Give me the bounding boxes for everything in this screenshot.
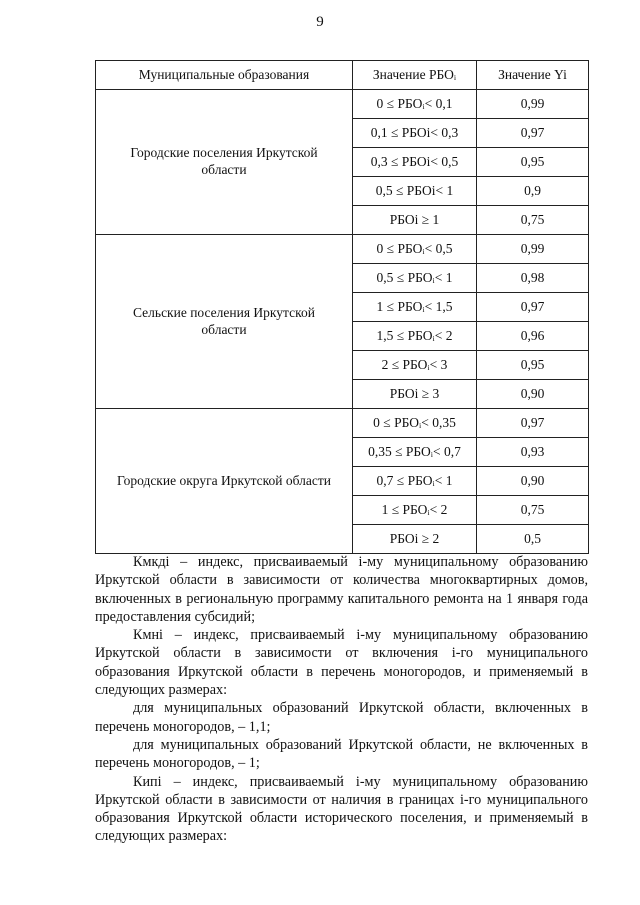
paragraph-mono-excluded: для муниципальных образований Иркутской области, не включенных в перечень моногородов, – 1;	[95, 736, 588, 772]
rbo-range-cell: 0,5 ≤ РБОᵢ< 1	[353, 264, 477, 293]
y-value-cell: 0,97	[477, 409, 589, 438]
y-value-cell: 0,95	[477, 351, 589, 380]
header-y-value: Значение Yi	[477, 61, 589, 90]
y-value-cell: 0,95	[477, 148, 589, 177]
y-value-cell: 0,98	[477, 264, 589, 293]
rbo-range-cell: 1 ≤ РБОᵢ< 1,5	[353, 293, 477, 322]
page-number: 9	[316, 14, 324, 30]
y-value-cell: 0,75	[477, 496, 589, 525]
table-header-row	[96, 61, 589, 90]
y-value-cell: 0,5	[477, 525, 589, 554]
y-value-cell: 0,97	[477, 119, 589, 148]
table-row	[96, 409, 589, 438]
group-name-cell: Городские округа Иркутской области	[96, 409, 353, 554]
rbo-range-cell: РБОi ≥ 2	[353, 525, 477, 554]
paragraph-kip: Кипi – индекс, присваиваемый i-му муниципальному образованию Иркутской области в зависимости от наличия в границах i-го муниципального образования Иркутской области исторического поселения, и применяемый в следующих размерах:	[95, 773, 588, 845]
rbo-range-cell: 0 ≤ РБОᵢ< 0,1	[353, 90, 477, 119]
rbo-range-cell: 0,35 ≤ РБОᵢ< 0,7	[353, 438, 477, 467]
group-name-cell: Сельские поселения Иркутской области	[96, 235, 353, 409]
body-text	[95, 553, 588, 846]
header-municipalities: Муниципальные образования	[96, 61, 353, 90]
y-value-cell: 0,75	[477, 206, 589, 235]
header-rbo-value: Значение РБОᵢ	[353, 61, 477, 90]
paragraph-kmn: Кмнi – индекс, присваиваемый i-му муниципальному образованию Иркутской области в зависимости от включения i-го муниципального образования Иркутской области в перечень моногородов, и применяемый в следующих размерах:	[95, 627, 588, 699]
rbo-range-cell: 0,3 ≤ РБОi< 0,5	[353, 148, 477, 177]
table-row	[96, 90, 589, 119]
coefficients-table	[95, 60, 589, 554]
y-value-cell: 0,99	[477, 90, 589, 119]
rbo-range-cell: 0,5 ≤ РБОi< 1	[353, 177, 477, 206]
rbo-range-cell: РБОi ≥ 3	[353, 380, 477, 409]
y-value-cell: 0,96	[477, 322, 589, 351]
rbo-range-cell: РБОi ≥ 1	[353, 206, 477, 235]
rbo-range-cell: 0 ≤ РБОᵢ< 0,5	[353, 235, 477, 264]
rbo-range-cell: 1 ≤ РБОᵢ< 2	[353, 496, 477, 525]
y-value-cell: 0,9	[477, 177, 589, 206]
rbo-range-cell: 0,1 ≤ РБОi< 0,3	[353, 119, 477, 148]
y-value-cell: 0,99	[477, 235, 589, 264]
table-row	[96, 235, 589, 264]
y-value-cell: 0,90	[477, 380, 589, 409]
y-value-cell: 0,97	[477, 293, 589, 322]
rbo-range-cell: 2 ≤ РБОᵢ< 3	[353, 351, 477, 380]
paragraph-kmkd: Кмкдi – индекс, присваиваемый i-му муниципальному образованию Иркутской области в зависимости от количества многоквартирных домов, включенных в региональную программу капитального ремонта на 1 января года предоставления субсидий;	[95, 554, 588, 625]
paragraph-mono-included: для муниципальных образований Иркутской области, включенных в перечень моногородов, – 1,1;	[95, 700, 588, 735]
y-value-cell: 0,90	[477, 467, 589, 496]
rbo-range-cell: 0,7 ≤ РБОᵢ< 1	[353, 467, 477, 496]
group-name-cell: Городские поселения Иркутской области	[96, 90, 353, 235]
rbo-range-cell: 0 ≤ РБОᵢ< 0,35	[353, 409, 477, 438]
rbo-range-cell: 1,5 ≤ РБОᵢ< 2	[353, 322, 477, 351]
y-value-cell: 0,93	[477, 438, 589, 467]
